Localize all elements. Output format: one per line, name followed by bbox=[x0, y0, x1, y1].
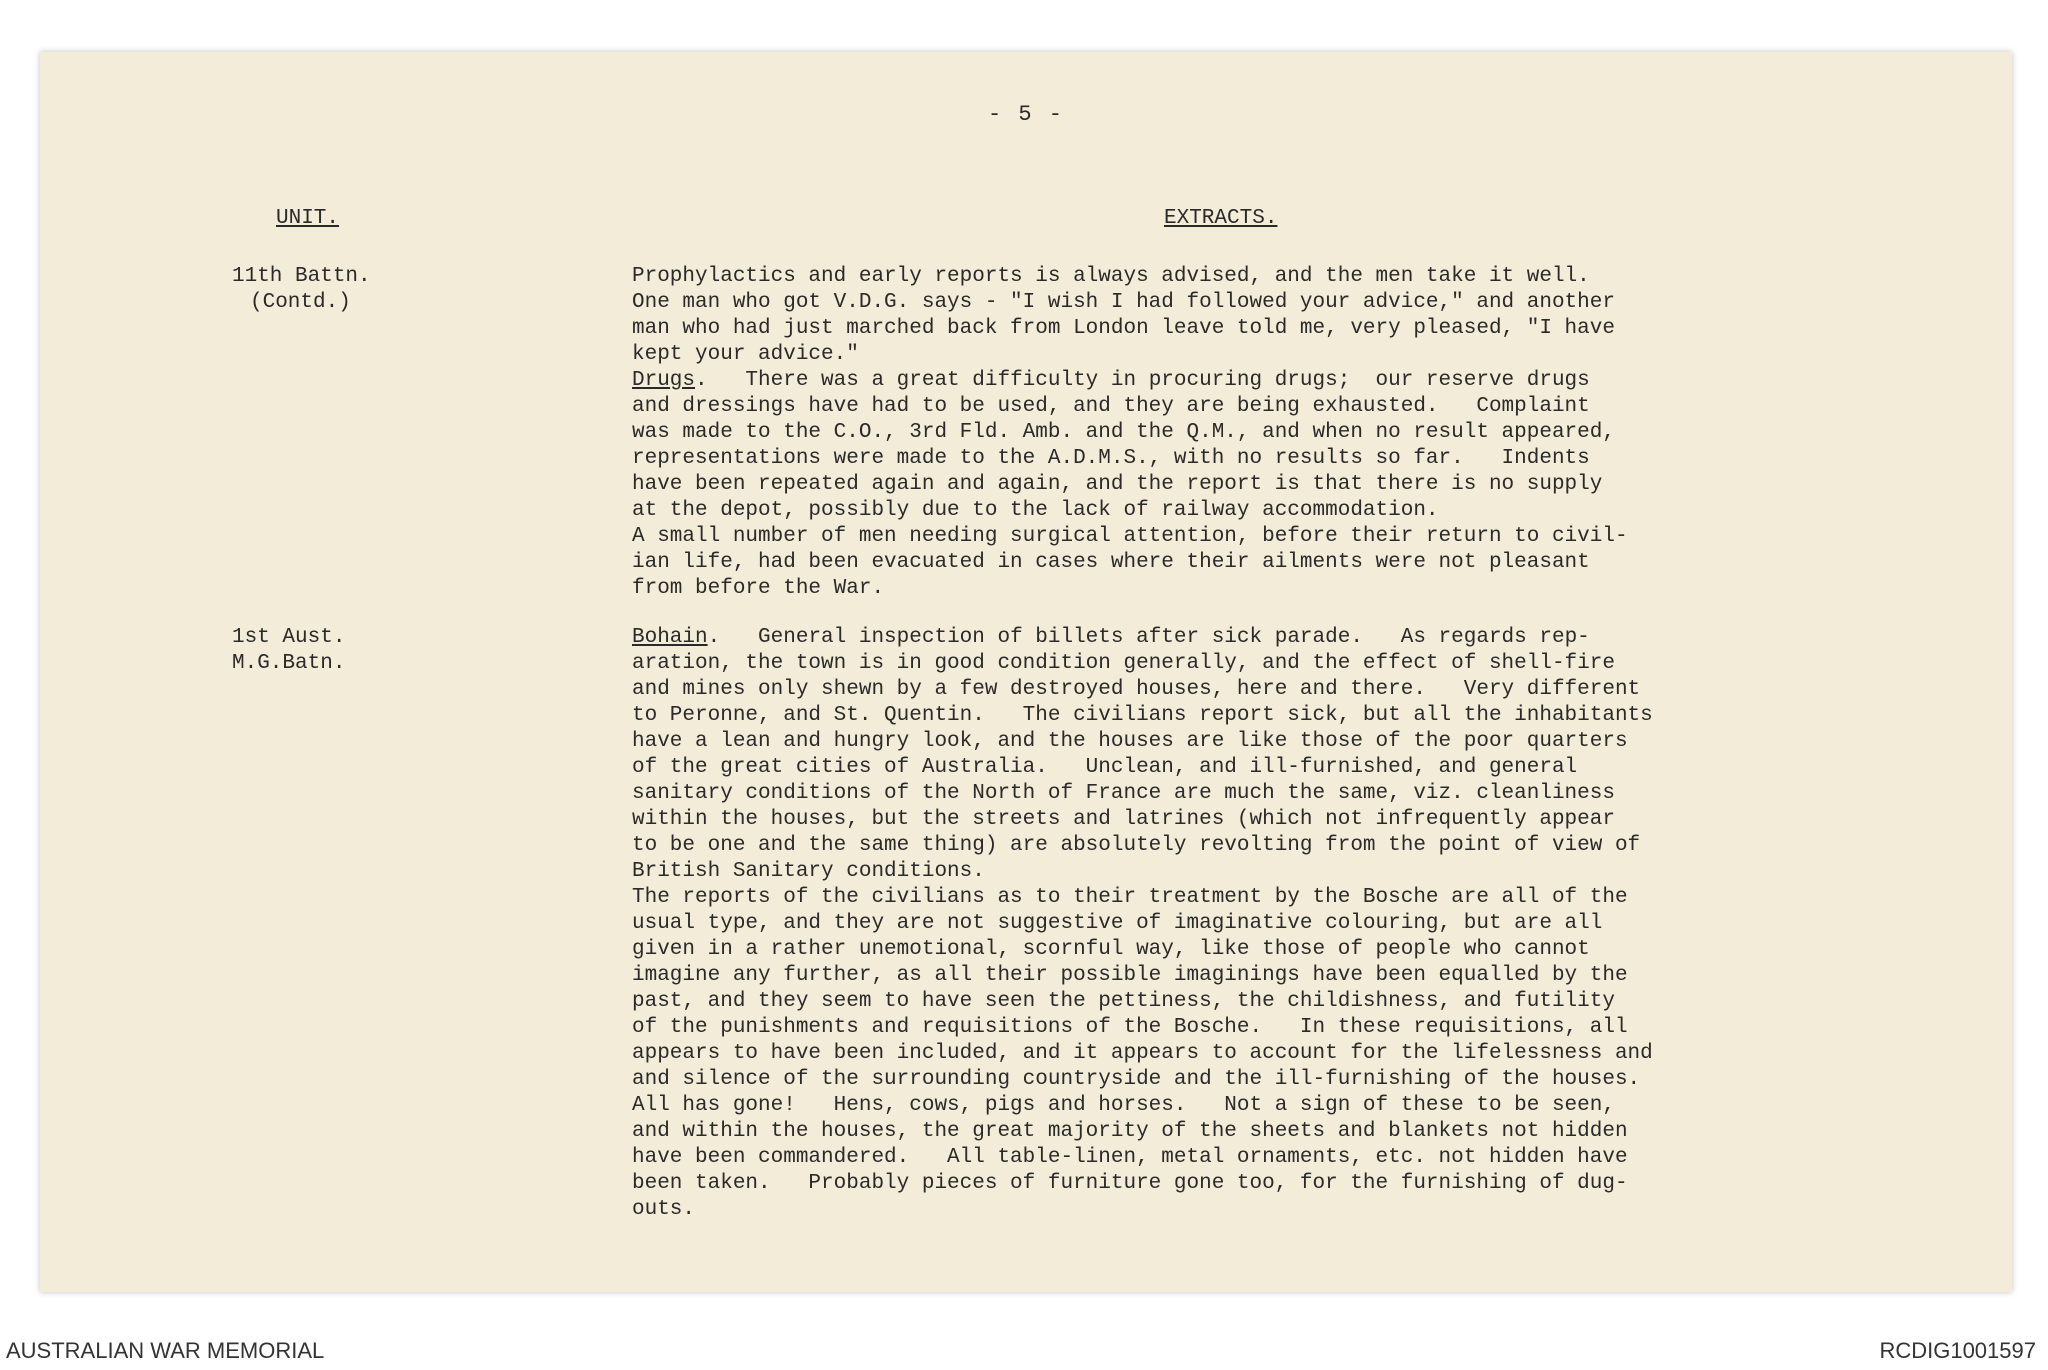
unit-column-heading: UNIT. bbox=[276, 207, 340, 230]
extract-text: representations were made to the A.D.M.S., with no results so far. Indents bbox=[632, 447, 1590, 470]
extract-line bbox=[632, 755, 1653, 781]
unit-name-line: 11th Battn. bbox=[232, 265, 371, 288]
archive-reference: RCDIG1001597 bbox=[1879, 1338, 2036, 1363]
extract-text: . General inspection of billets after sick parade. As regards rep- bbox=[707, 626, 1590, 649]
page-number: - 5 - bbox=[987, 102, 1064, 127]
extract-text: kept your advice." bbox=[632, 343, 859, 366]
extract-text: was made to the C.O., 3rd Fld. Amb. and the Q.M., and when no result appeared, bbox=[632, 421, 1615, 444]
extract-line bbox=[632, 1015, 1653, 1041]
typed-page bbox=[40, 52, 2012, 1292]
extract-text: outs. bbox=[632, 1198, 696, 1221]
extract-text: within the houses, but the streets and latrines (which not infrequently appear bbox=[632, 808, 1615, 831]
extract-text: The reports of the civilians as to their treatment by the Bosche are all of the bbox=[632, 886, 1628, 909]
extract-line bbox=[632, 498, 1628, 524]
extract-line bbox=[632, 394, 1628, 420]
extract-line bbox=[632, 859, 1653, 885]
extract-line bbox=[632, 1041, 1653, 1067]
extract-line bbox=[632, 651, 1653, 677]
extract-text: to be one and the same thing) are absolutely revolting from the point of view of bbox=[632, 834, 1641, 857]
unit-name-1st-aust-mg-batn bbox=[232, 625, 512, 677]
extract-text: from before the War. bbox=[632, 577, 885, 600]
extract-text: sanitary conditions of the North of France are much the same, viz. cleanliness bbox=[632, 782, 1615, 805]
extract-line bbox=[632, 368, 1628, 394]
extract-text: and mines only shewn by a few destroyed houses, here and there. Very different bbox=[632, 678, 1641, 701]
unit-name-line: (Contd.) bbox=[250, 291, 351, 314]
extract-text: appears to have been included, and it appears to account for the lifelessness and bbox=[632, 1042, 1653, 1065]
extract-text: to Peronne, and St. Quentin. The civilians report sick, but all the inhabitants bbox=[632, 704, 1653, 727]
extract-text: aration, the town is in good condition generally, and the effect of shell-fire bbox=[632, 652, 1615, 675]
extract-11th-battn bbox=[632, 264, 1628, 602]
extract-text: and within the houses, the great majority of the sheets and blankets not hidden bbox=[632, 1120, 1628, 1143]
extract-line bbox=[632, 264, 1628, 290]
extract-text: One man who got V.D.G. says - "I wish I had followed your advice," and another bbox=[632, 291, 1615, 314]
extract-text: A small number of men needing surgical attention, before their return to civil- bbox=[632, 525, 1628, 548]
extract-text: and dressings have had to be used, and they are being exhausted. Complaint bbox=[632, 395, 1590, 418]
extract-text: usual type, and they are not suggestive of imaginative colouring, but are all bbox=[632, 912, 1603, 935]
extract-line bbox=[632, 420, 1628, 446]
unit-name-line: 1st Aust. bbox=[232, 626, 346, 649]
extract-text: have a lean and hungry look, and the houses are like those of the poor quarters bbox=[632, 730, 1628, 753]
unit-name-line: M.G.Batn. bbox=[232, 652, 346, 675]
extract-line bbox=[632, 807, 1653, 833]
extract-text: of the punishments and requisitions of the Bosche. In these requisitions, all bbox=[632, 1016, 1628, 1039]
extract-text: ian life, had been evacuated in cases where their ailments were not pleasant bbox=[632, 551, 1590, 574]
extract-line bbox=[632, 316, 1628, 342]
extract-line bbox=[632, 550, 1628, 576]
extract-line bbox=[632, 1171, 1653, 1197]
extract-line bbox=[632, 963, 1653, 989]
extract-line bbox=[632, 342, 1628, 368]
extract-line bbox=[632, 290, 1628, 316]
extracts-column-heading: EXTRACTS. bbox=[1164, 207, 1278, 230]
extract-text: . There was a great difficulty in procuring drugs; our reserve drugs bbox=[695, 369, 1590, 392]
extract-text: Prophylactics and early reports is always advised, and the men take it well. bbox=[632, 265, 1590, 288]
extract-line bbox=[632, 1119, 1653, 1145]
extract-text: man who had just marched back from London leave told me, very pleased, "I have bbox=[632, 317, 1615, 340]
extract-line bbox=[632, 446, 1628, 472]
extract-line bbox=[632, 1197, 1653, 1223]
extract-1st-aust-mg-batn bbox=[632, 625, 1653, 1223]
extract-line bbox=[632, 911, 1653, 937]
extract-line bbox=[632, 729, 1653, 755]
extract-text: have been commandered. All table-linen, metal ornaments, etc. not hidden have bbox=[632, 1146, 1628, 1169]
underlined-heading: Bohain bbox=[632, 626, 708, 649]
extract-text: of the great cities of Australia. Unclean, and ill-furnished, and general bbox=[632, 756, 1578, 779]
extract-line bbox=[632, 472, 1628, 498]
extract-text: have been repeated again and again, and the report is that there is no supply bbox=[632, 473, 1603, 496]
extract-line bbox=[632, 885, 1653, 911]
extract-line bbox=[632, 576, 1628, 602]
extract-line bbox=[632, 781, 1653, 807]
extract-line bbox=[632, 677, 1653, 703]
extract-text: imagine any further, as all their possible imaginings have been equalled by the bbox=[632, 964, 1628, 987]
extract-line bbox=[632, 1067, 1653, 1093]
extract-line bbox=[632, 989, 1653, 1015]
extract-text: given in a rather unemotional, scornful way, like those of people who cannot bbox=[632, 938, 1590, 961]
unit-name-11th-battn bbox=[232, 264, 512, 316]
extract-text: past, and they seem to have seen the pettiness, the childishness, and futility bbox=[632, 990, 1615, 1013]
extract-line bbox=[632, 1093, 1653, 1119]
extract-line bbox=[632, 703, 1653, 729]
extract-text: British Sanitary conditions. bbox=[632, 860, 985, 883]
extract-line bbox=[632, 625, 1653, 651]
extract-text: All has gone! Hens, cows, pigs and horses. Not a sign of these to be seen, bbox=[632, 1094, 1615, 1117]
extract-line bbox=[632, 937, 1653, 963]
extract-line bbox=[632, 524, 1628, 550]
underlined-heading: Drugs bbox=[632, 369, 696, 392]
archive-credit: AUSTRALIAN WAR MEMORIAL bbox=[6, 1338, 325, 1363]
extract-text: and silence of the surrounding countryside and the ill-furnishing of the houses. bbox=[632, 1068, 1641, 1091]
extract-line bbox=[632, 833, 1653, 859]
extract-line bbox=[632, 1145, 1653, 1171]
extract-text: at the depot, possibly due to the lack of railway accommodation. bbox=[632, 499, 1439, 522]
extract-text: been taken. Probably pieces of furniture gone too, for the furnishing of dug- bbox=[632, 1172, 1628, 1195]
